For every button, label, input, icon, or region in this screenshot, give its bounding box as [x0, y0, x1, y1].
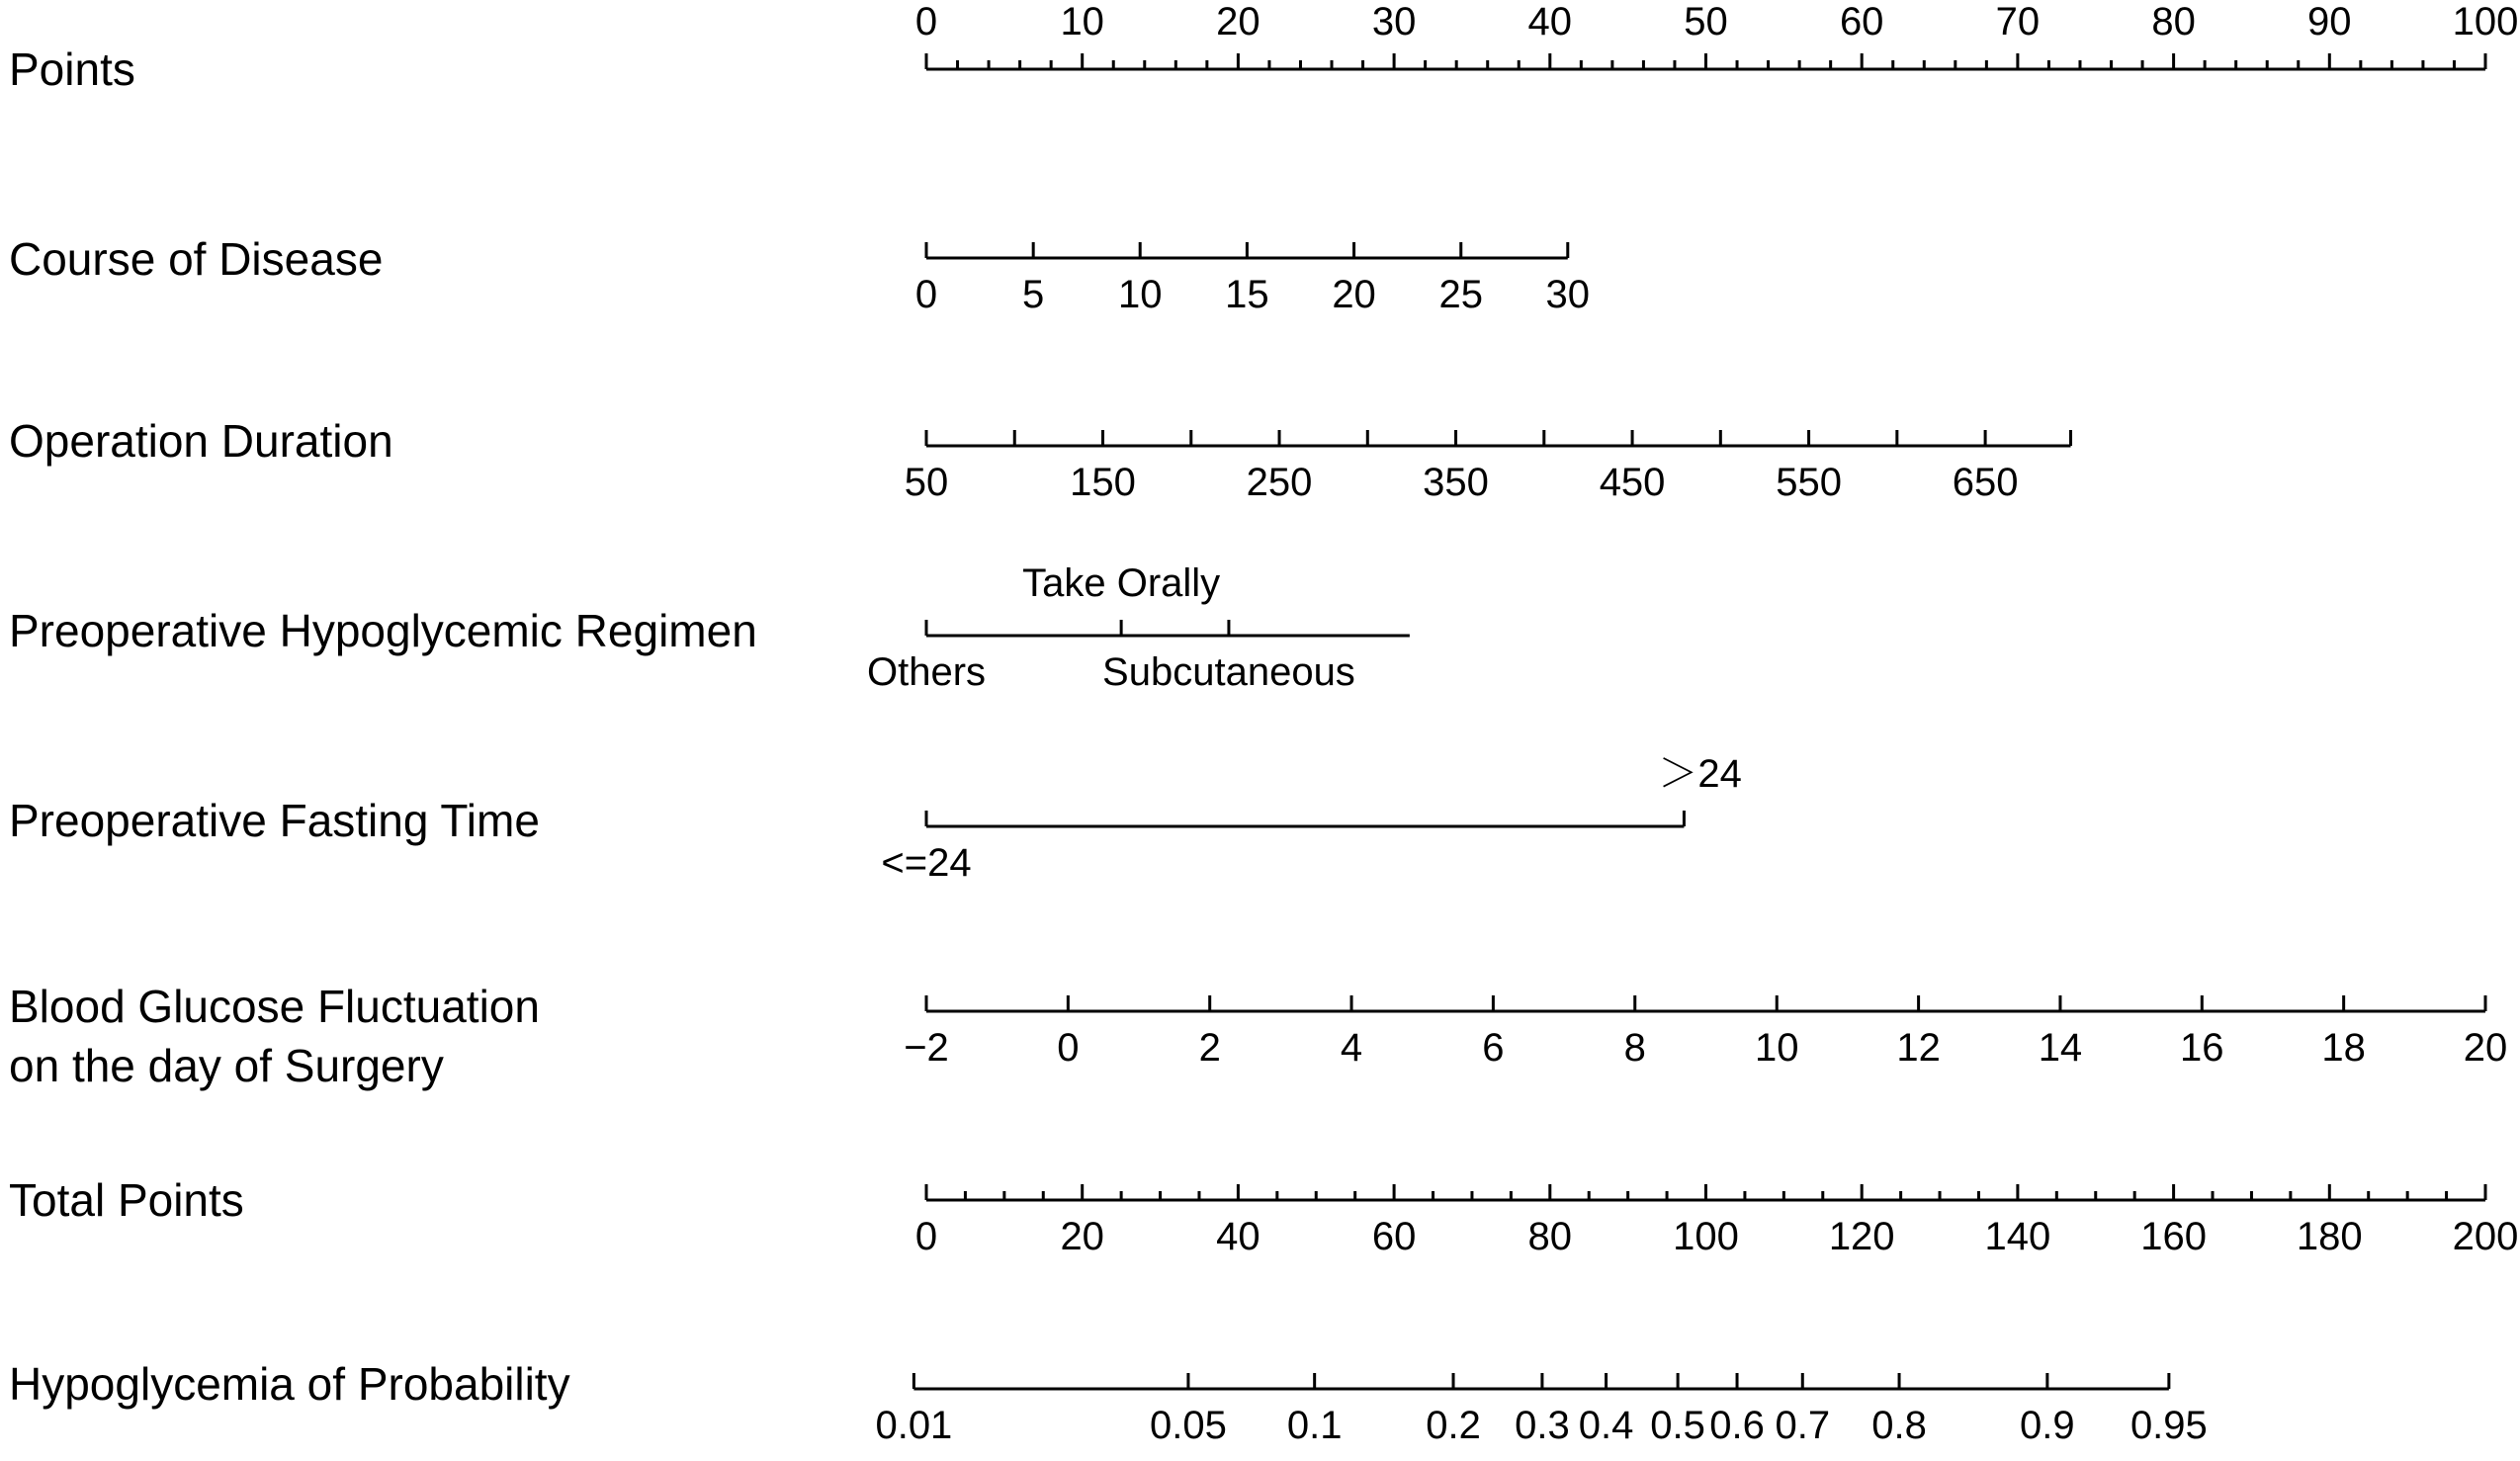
regimen-tick-label: Take Orally [1022, 561, 1221, 605]
text-layer [9, 0, 2518, 1447]
operation-tick-label: 350 [1423, 461, 1489, 504]
probability-tick-label: 0.4 [1578, 1404, 1634, 1447]
operation-tick-label: 50 [904, 461, 949, 504]
course-tick-label: 25 [1438, 273, 1484, 316]
probability-tick-label: 0.7 [1775, 1404, 1831, 1447]
glucose-tick-label: 6 [1482, 1026, 1505, 1070]
glucose-tick-label: 20 [2463, 1026, 2508, 1070]
total-tick-label: 200 [2452, 1215, 2519, 1258]
regimen-label: Preoperative Hypoglycemic Regimen [9, 605, 757, 656]
total-tick-label: 140 [1984, 1215, 2051, 1258]
glucose-tick-label: 14 [2038, 1026, 2083, 1070]
glucose-tick-label: 4 [1340, 1026, 1363, 1070]
probability-label: Hypoglycemia of Probability [9, 1358, 570, 1410]
fasting-tick-label: ＞24 [1658, 752, 1742, 796]
glucose-label-line-1: Blood Glucose Fluctuation [9, 981, 540, 1032]
points-tick-label: 50 [1684, 0, 1728, 43]
fasting-label: Preoperative Fasting Time [9, 795, 540, 846]
probability-tick-label: 0.01 [875, 1404, 953, 1447]
points-tick-label: 0 [914, 0, 938, 43]
points-tick-label: 90 [2307, 0, 2352, 43]
total-tick-label: 120 [1828, 1215, 1895, 1258]
operation-label: Operation Duration [9, 415, 393, 467]
probability-tick-label: 0.3 [1515, 1404, 1570, 1447]
operation-tick-label: 550 [1776, 461, 1842, 504]
total-tick-label: 0 [914, 1215, 938, 1258]
probability-tick-label: 0.05 [1150, 1404, 1227, 1447]
probability-tick-label: 0.5 [1650, 1404, 1705, 1447]
points-tick-label: 60 [1839, 0, 1884, 43]
total-tick-label: 40 [1216, 1215, 1260, 1258]
course-tick-label: 15 [1225, 273, 1269, 316]
probability-tick-label: 0.95 [2129, 1404, 2208, 1447]
total-tick-label: 80 [1527, 1215, 1573, 1258]
course-tick-label: 5 [1022, 273, 1045, 316]
total-tick-label: 20 [1060, 1215, 1104, 1258]
glucose-tick-label: −2 [904, 1026, 949, 1070]
points-tick-label: 30 [1371, 0, 1417, 43]
points-tick-label: 10 [1060, 0, 1104, 43]
glucose-tick-label: 18 [2321, 1026, 2366, 1070]
operation-tick-label: 250 [1246, 461, 1313, 504]
fasting-tick-label: <=24 [881, 841, 972, 885]
course-tick-label: 0 [914, 273, 938, 316]
total-tick-label: 100 [1673, 1215, 1739, 1258]
glucose-tick-label: 16 [2180, 1026, 2224, 1070]
operation-tick-label: 150 [1070, 461, 1136, 504]
operation-tick-label: 650 [1952, 461, 2019, 504]
points-label: Points [9, 43, 135, 95]
glucose-label-line-2: on the day of Surgery [9, 1040, 444, 1091]
total-label: Total Points [9, 1174, 244, 1226]
points-tick-label: 70 [1995, 0, 2041, 43]
glucose-tick-label: 2 [1198, 1026, 1221, 1070]
probability-tick-label: 0.2 [1426, 1404, 1481, 1447]
course-tick-label: 10 [1117, 273, 1163, 316]
regimen-tick-label: Others [866, 650, 987, 694]
glucose-tick-label: 12 [1896, 1026, 1941, 1070]
scale-lines-layer [913, 53, 2485, 1389]
operation-tick-label: 450 [1599, 461, 1666, 504]
course-tick-label: 20 [1332, 273, 1376, 316]
probability-tick-label: 0.8 [1871, 1404, 1927, 1447]
points-tick-label: 100 [2452, 0, 2519, 43]
glucose-tick-label: 8 [1623, 1026, 1646, 1070]
points-tick-label: 80 [2151, 0, 2196, 43]
total-tick-label: 180 [2296, 1215, 2363, 1258]
course-label: Course of Disease [9, 233, 384, 285]
probability-tick-label: 0.9 [2020, 1404, 2075, 1447]
glucose-tick-label: 10 [1755, 1026, 1799, 1070]
points-tick-label: 40 [1527, 0, 1573, 43]
glucose-tick-label: 0 [1057, 1026, 1080, 1070]
probability-tick-label: 0.1 [1286, 1404, 1343, 1447]
total-tick-label: 60 [1371, 1215, 1417, 1258]
points-tick-label: 20 [1216, 0, 1260, 43]
total-tick-label: 160 [2140, 1215, 2207, 1258]
probability-tick-label: 0.6 [1709, 1404, 1765, 1447]
course-tick-label: 30 [1545, 273, 1591, 316]
regimen-tick-label: Subcutaneous [1102, 650, 1355, 694]
